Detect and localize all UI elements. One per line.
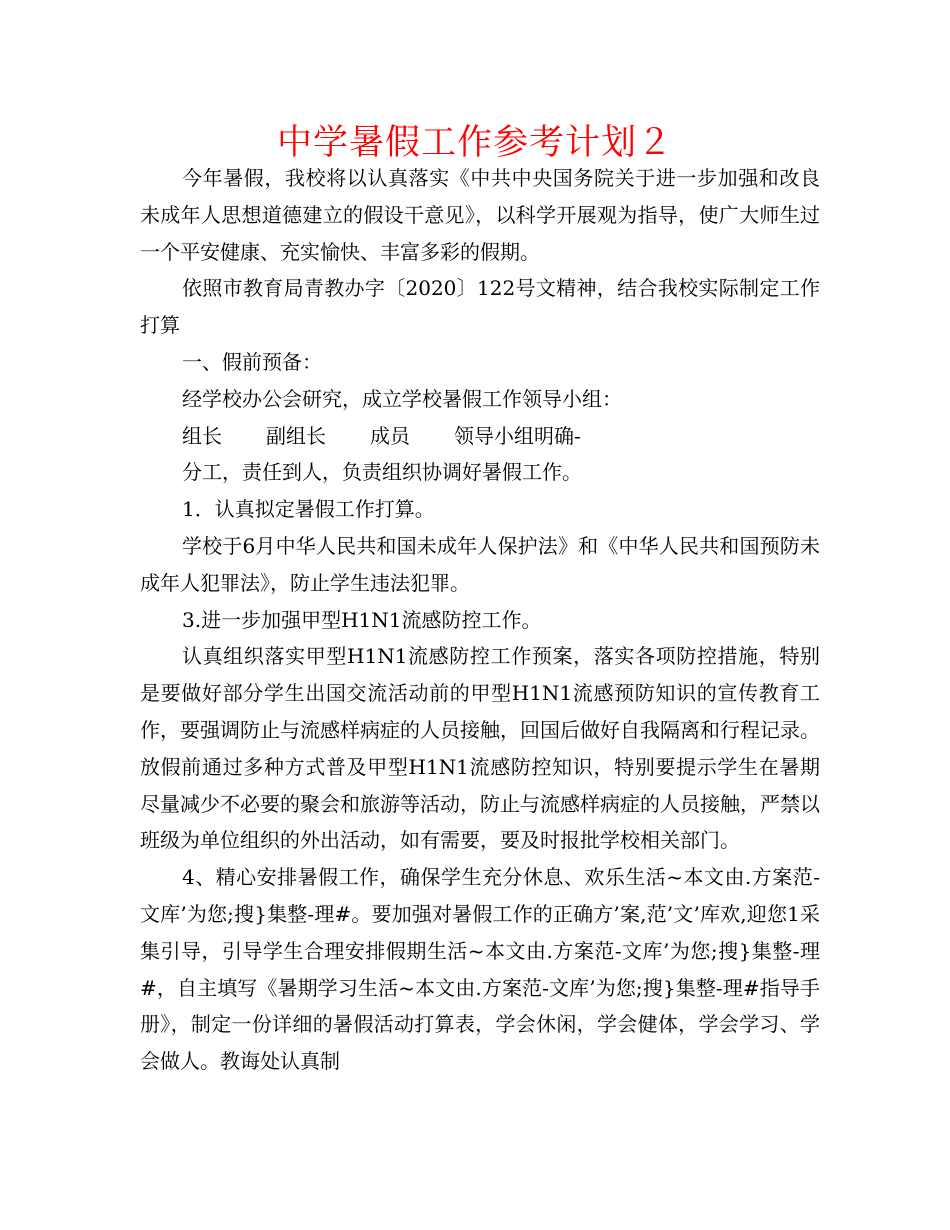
item-3-heading: 3.进一步加强甲型H1N1流感防控工作。 — [182, 607, 542, 632]
section-heading-preparation: 一、假前预备： — [182, 349, 322, 374]
document-title: 中学暑假工作参考计划２ — [276, 123, 673, 163]
paragraph-flu-prevention: 认真组织落实甲型H1N1流感防控工作预案，落实各项防控措施，特别是要做好部分学生出国交流活动前的甲型H1N1流感预防知识的宣传教育工作，要强调防止与流感样病症的人员接触，回国后做好自我隔离和行程记录。放假前通过多种方式普及甲型H1N1流感防控知识，特别要提示学生在暑期尽量减少不必要的聚会和旅游等活动，防止与流感样病症的人员接触，严禁以班级为单位组织的外出活动，如有需要，要及时报批学校相关部门。 — [140, 644, 820, 853]
deputy-label: 副组长 — [266, 423, 326, 448]
leader-line — [140, 418, 820, 455]
leader-tail: 领导小组明确- — [454, 423, 581, 448]
leader-label: 组长 — [182, 423, 222, 448]
paragraph-intro: 今年暑假，我校将以认真落实《中共中央国务院关于进一步加强和改良未成年人思想道德建立的假设干意见》，以科学开展观为指导，使广大师生过一个平安健康、充实愉快、丰富多彩的假期。 — [140, 166, 820, 264]
document-body — [140, 160, 820, 1080]
paragraph-committee: 经学校办公会研究，成立学校暑假工作领导小组： — [182, 386, 622, 411]
paragraph-law: 学校于6月中华人民共和国未成年人保护法》和《中华人民共和国预防未成年人犯罪法》，防止学生违法犯罪。 — [140, 533, 820, 595]
paragraph-item-4: 4、精心安排暑假工作，确保学生充分休息、欢乐生活~本文由.方案范-文库’为您;搜}集整-理#。要加强对暑假工作的正确方’案,范’文’库欢,迎您1采集引导，引导学生合理安排假期生活~本文由.方案范-文库’为您;搜}集整-理#，自主填写《暑期学习生活~本文由.方案范-文库’为您;搜}集整-理#指导手册》，制定一份详细的暑假活动打算表，学会休闲，学会健体，学会学习、学会做人。教诲处认真制 — [140, 865, 820, 1074]
members-label: 成员 — [370, 423, 410, 448]
paragraph-basis: 依照市教育局青教办字〔2020〕122号文精神，结合我校实际制定工作打算 — [140, 276, 820, 338]
item-1-heading: 1．认真拟定暑假工作打算。 — [182, 497, 435, 522]
paragraph-division: 分工，责任到人，负责组织协调好暑假工作。 — [182, 460, 582, 485]
